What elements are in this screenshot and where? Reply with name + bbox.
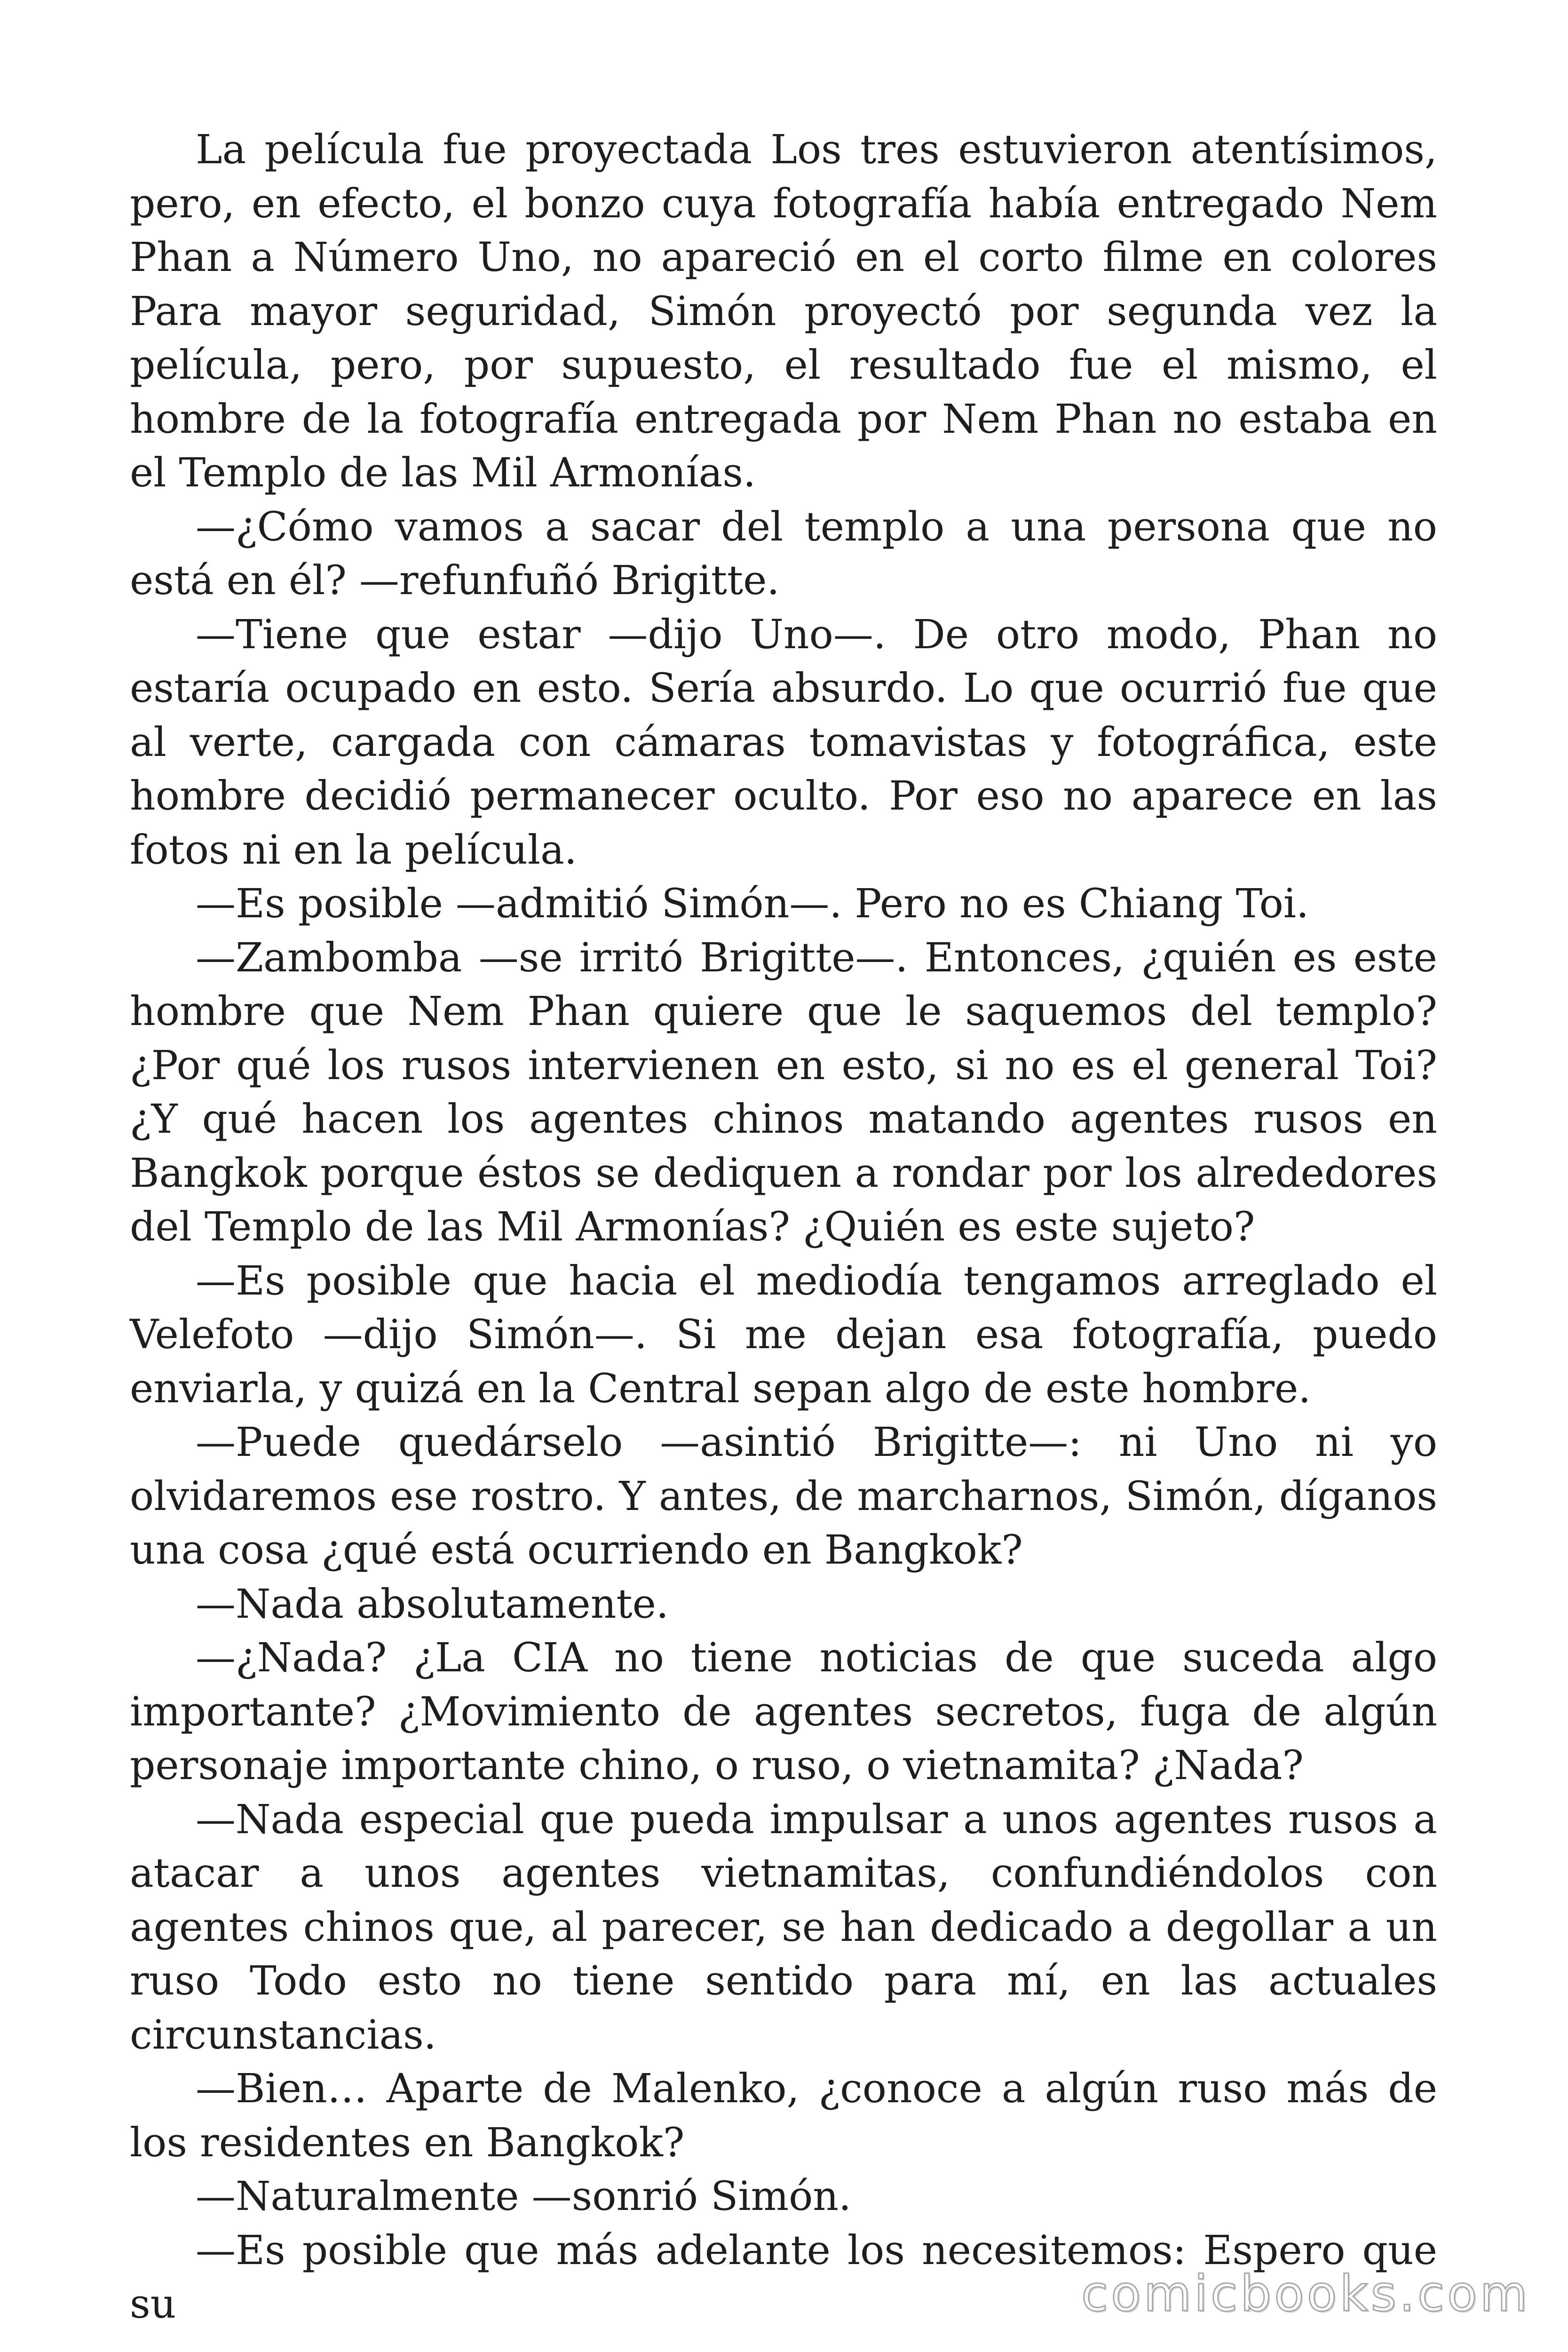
paragraph-9: —¿Nada? ¿La CIA no tiene noticias de que suceda algo importante? ¿Movimiento de agentes secretos, fuga de algún personaje importante chino, o ruso, o vietnamita? ¿Nada? (130, 1635, 1437, 1789)
page-text (130, 123, 1437, 2332)
paragraph-13: —Es posible que más adelante los necesitemos: Espero que su (130, 2227, 1437, 2328)
paragraph-7: —Puede quedárselo —asintió Brigitte—: ni Uno ni yo olvidaremos ese rostro. Y antes, de marcharnos, Simón, díganos una cosa ¿qué está ocurriendo en Bangkok? (130, 1419, 1437, 1573)
paragraph-12: —Naturalmente —sonrió Simón. (196, 2173, 852, 2220)
paragraph-4: —Es posible —admitió Simón—. Pero no es Chiang Toi. (196, 881, 1309, 927)
paragraph-10: —Nada especial que pueda impulsar a unos agentes rusos a atacar a unos agentes vietnamitas, confundiéndolos con agentes chinos que, al parecer, se han dedicado a degollar a un ruso Todo esto no tiene sentido para mí, en las actuales circunstancias. (130, 1796, 1437, 2058)
paragraph-11: —Bien… Aparte de Malenko, ¿conoce a algún ruso más de los residentes en Bangkok? (130, 2066, 1437, 2166)
paragraph-8: —Nada absolutamente. (196, 1581, 669, 1628)
paragraph-2: —¿Cómo vamos a sacar del templo a una persona que no está en él? —refunfuñó Brigitte. (130, 503, 1437, 604)
paragraph-3: —Tiene que estar —dijo Uno—. De otro modo, Phan no estaría ocupado en esto. Sería absurdo. Lo que ocurrió fue que al verte, cargada con cámaras tomavistas y fotográfica, este hombre decidió permanecer oculto. Por eso no aparece en las fotos ni en la película. (130, 611, 1437, 874)
paragraph-6: —Es posible que hacia el mediodía tengamos arreglado el Velefoto —dijo Simón—. Si me dejan esa fotografía, puedo enviarla, y quizá en la Central sepan algo de este hombre. (130, 1257, 1437, 1412)
paragraph-5: —Zambomba —se irritó Brigitte—. Entonces, ¿quién es este hombre que Nem Phan quiere que le saquemos del templo? ¿Por qué los rusos intervienen en esto, si no es el general Toi? ¿Y qué hacen los agentes chinos matando agentes rusos en Bangkok porque éstos se dediquen a rondar por los alrededores del Templo de las Mil Armonías? ¿Quién es este sujeto? (130, 934, 1437, 1250)
watermark: comicbooks.com (1081, 2265, 1530, 2322)
paragraph-1: La película fue proyectada Los tres estuvieron atentísimos, pero, en efecto, el bonzo cuya fotografía había entregado Nem Phan a Número Uno, no apareció en el corto filme en colores Para mayor seguridad, Simón proyectó por segunda vez la película, pero, por supuesto, el resultado fue el mismo, el hombre de la fotografía entregada por Nem Phan no estaba en el Templo de las Mil Armonías. (130, 127, 1437, 496)
